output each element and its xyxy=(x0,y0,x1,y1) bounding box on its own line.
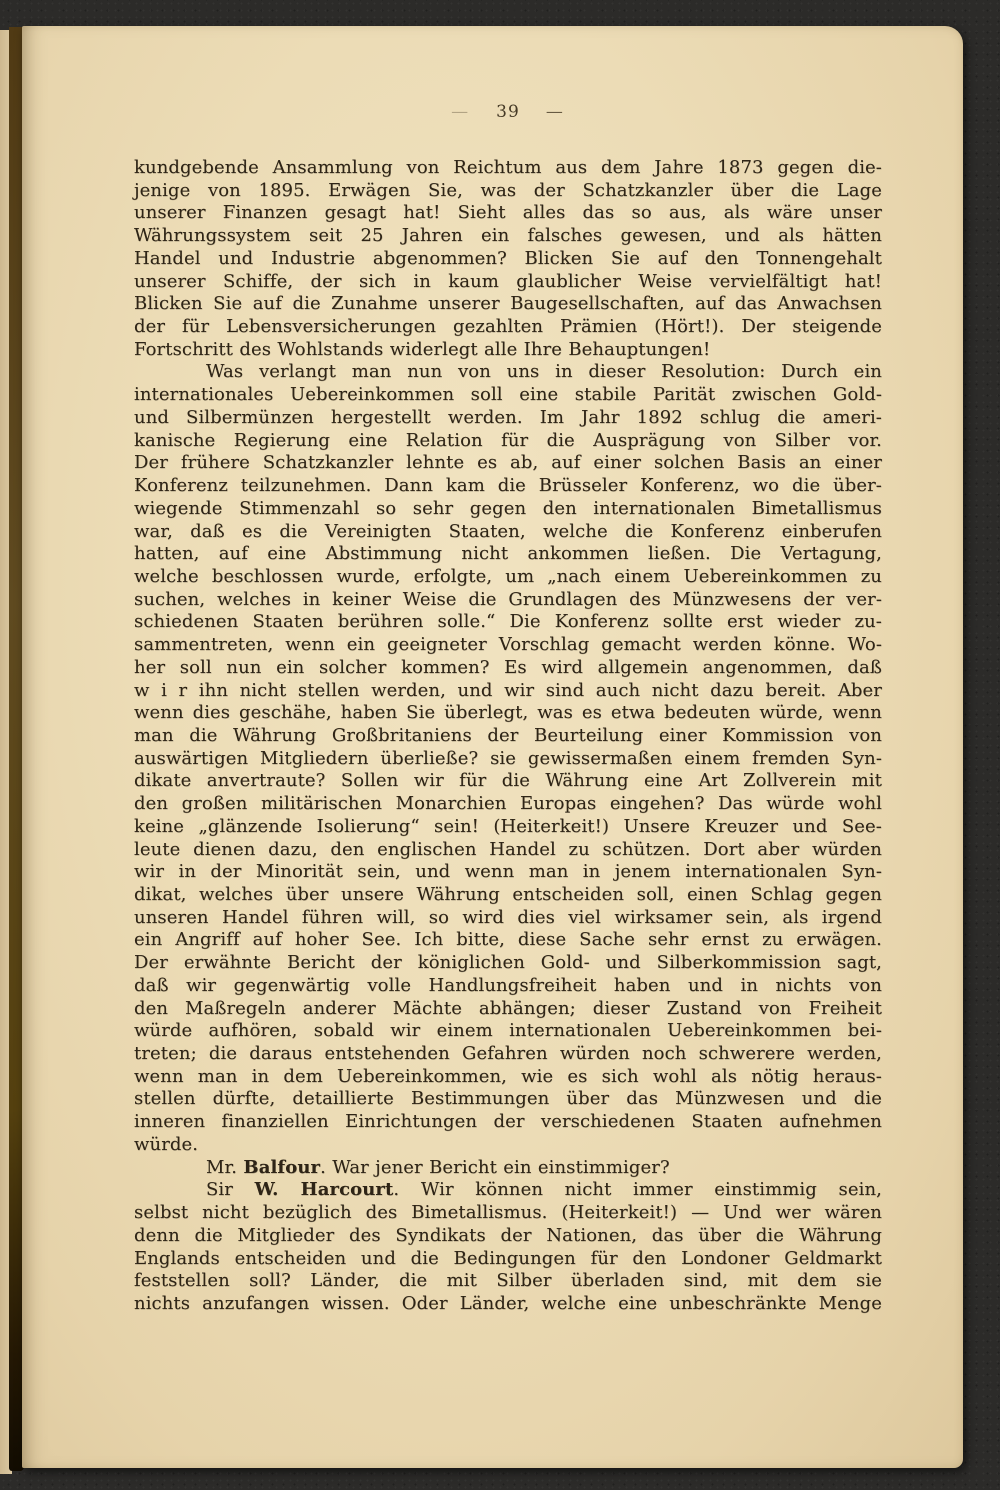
text-segment: . Wir können nicht immer einstimmig sein, xyxy=(393,1179,882,1201)
text-line: sammentreten, wenn ein geeigneter Vorschlag gemacht werden könne. Wo- xyxy=(134,634,882,656)
page-number: 39 xyxy=(496,102,520,122)
text-line: wir in der Minorität sein, und wenn man in jenem internationalen Syn- xyxy=(134,861,882,883)
text-line: ein Angriff auf hoher See. Ich bitte, diese Sache sehr ernst zu erwägen. xyxy=(134,929,882,951)
text-line: wenn dies geschähe, haben Sie überlegt, was es etwa bedeuten würde, wenn xyxy=(134,702,882,724)
text-line xyxy=(134,1179,882,1202)
text-line: Der frühere Schatzkanzler lehnte es ab, auf einer solchen Basis an einer xyxy=(134,452,882,474)
header-dash-right: — xyxy=(545,102,565,122)
text-line: Währungssystem seit 25 Jahren ein falsches gewesen, und als hätten xyxy=(134,225,882,247)
text-line: her soll nun ein solcher kommen? Es wird allgemein angenommen, daß xyxy=(134,656,882,678)
text-line: Der erwähnte Bericht der königlichen Gold- und Silberkommission sagt, xyxy=(134,952,882,974)
body-text-block xyxy=(134,157,882,1316)
text-line: unseren Handel führen will, so wird dies viel wirksamer sein, als irgend xyxy=(134,906,882,928)
text-line: suchen, welches in keiner Weise die Grundlagen des Münzwesens der ver- xyxy=(134,588,882,610)
text-line: hatten, auf eine Abstimmung nicht ankommen ließen. Die Vertagung, xyxy=(134,543,882,565)
text-segment: Mr. xyxy=(206,1156,244,1178)
text-line: unserer Schiffe, der sich in kaum glaublicher Weise vervielfältigt hat! xyxy=(134,270,882,292)
text-line: dikate anvertraute? Sollen wir für die Währung eine Art Zollverein mit xyxy=(134,770,882,792)
text-line: kundgebende Ansammlung von Reichtum aus dem Jahre 1873 gegen die- xyxy=(134,157,882,178)
text-line: welche beschlossen wurde, erfolgte, um „nach einem Uebereinkommen zu xyxy=(134,565,882,587)
text-line: Handel und Industrie abgenommen? Blicken Sie auf den Tonnengehalt xyxy=(134,247,882,269)
text-line: selbst nicht bezüglich des Bimetallismus. (Heiterkeit!) — Und wer wären xyxy=(134,1202,882,1224)
text-line: und Silbermünzen hergestellt werden. Im Jahr 1892 schlug die ameri- xyxy=(134,406,882,428)
text-line: nichts anzufangen wissen. Oder Länder, welche eine unbeschränkte Menge xyxy=(134,1292,882,1314)
text-line: internationales Uebereinkommen soll eine stabile Parität zwischen Gold- xyxy=(134,384,882,406)
text-line: kanische Regierung eine Relation für die Ausprägung von Silber vor. xyxy=(134,429,882,451)
text-line: unserer Finanzen gesagt hat! Sieht alles das so aus, als wäre unser xyxy=(134,202,882,224)
text-line: Konferenz teilzunehmen. Dann kam die Brüsseler Konferenz, wo die über- xyxy=(134,475,882,497)
text-line: Englands entscheiden und die Bedingungen für den Londoner Geldmarkt xyxy=(134,1247,882,1269)
text-line: würde aufhören, sobald wir einem internationalen Uebereinkommen bei- xyxy=(134,1020,882,1042)
text-line: war, daß es die Vereinigten Staaten, welche die Konferenz einberufen xyxy=(134,520,882,542)
speaker-name: W. Harcourt xyxy=(254,1179,394,1201)
text-line: man die Währung Großbritaniens der Beurteilung einer Kommission von xyxy=(134,724,882,746)
text-line xyxy=(134,1157,882,1180)
text-line: w i r ihn nicht stellen werden, und wir sind auch nicht dazu bereit. Aber xyxy=(134,679,882,701)
text-line: jenige von 1895. Erwägen Sie, was der Schatzkanzler über die Lage xyxy=(134,179,882,201)
text-line: feststellen soll? Länder, die mit Silber überladen sind, mit dem sie xyxy=(134,1270,882,1292)
text-line: wiegende Stimmenzahl so sehr gegen den internationalen Bimetallismus xyxy=(134,497,882,519)
speaker-name: Balfour xyxy=(243,1156,321,1178)
text-line: stellen dürfte, detaillierte Bestimmungen über das Münzwesen und die xyxy=(134,1088,882,1110)
text-line: daß wir gegenwärtig volle Handlungsfreiheit haben und in nichts von xyxy=(134,974,882,996)
text-line: wenn man in dem Uebereinkommen, wie es sich wohl als nötig heraus- xyxy=(134,1065,882,1087)
text-line: treten; die daraus entstehenden Gefahren würden noch schwerere werden, xyxy=(134,1043,882,1065)
text-line: auswärtigen Mitgliedern überließe? sie gewissermaßen einem fremden Syn- xyxy=(134,747,882,769)
text-line: Was verlangt man nun von uns in dieser Resolution: Durch ein xyxy=(206,361,882,383)
header-dash-left: — xyxy=(451,102,471,122)
text-line: der für Lebensversicherungen gezahlten Prämien (Hört!). Der steigende xyxy=(134,316,882,338)
text-line: würde. xyxy=(134,1133,199,1155)
text-segment: . War jener Bericht ein einstimmiger? xyxy=(320,1156,670,1178)
text-line: inneren finanziellen Einrichtungen der verschiedenen Staaten aufnehmen xyxy=(134,1111,882,1133)
text-line: Fortschritt des Wohlstands widerlegt alle Ihre Behauptungen! xyxy=(134,338,711,360)
text-segment: Sir xyxy=(206,1179,255,1201)
text-line: dikat, welches über unsere Währung entscheiden soll, einen Schlag gegen xyxy=(134,884,882,905)
text-line: den großen militärischen Monarchien Europas eingehen? Das würde wohl xyxy=(134,793,882,815)
text-line: den Maßregeln anderer Mächte abhängen; dieser Zustand von Freiheit xyxy=(134,997,882,1019)
book-page xyxy=(22,26,963,1468)
page-header xyxy=(134,102,882,122)
text-line: denn die Mitglieder des Syndikats der Nationen, das über die Währung xyxy=(134,1224,882,1246)
text-line: Blicken Sie auf die Zunahme unserer Baugesellschaften, auf das Anwachsen xyxy=(134,293,882,315)
text-line: leute dienen dazu, den englischen Handel zu schützen. Dort aber würden xyxy=(134,838,882,860)
text-line: keine „glänzende Isolierung“ sein! (Heiterkeit!) Unsere Kreuzer und See- xyxy=(134,815,882,837)
text-line: schiedenen Staaten berühren solle.“ Die Konferenz sollte erst wieder zu- xyxy=(134,611,882,633)
